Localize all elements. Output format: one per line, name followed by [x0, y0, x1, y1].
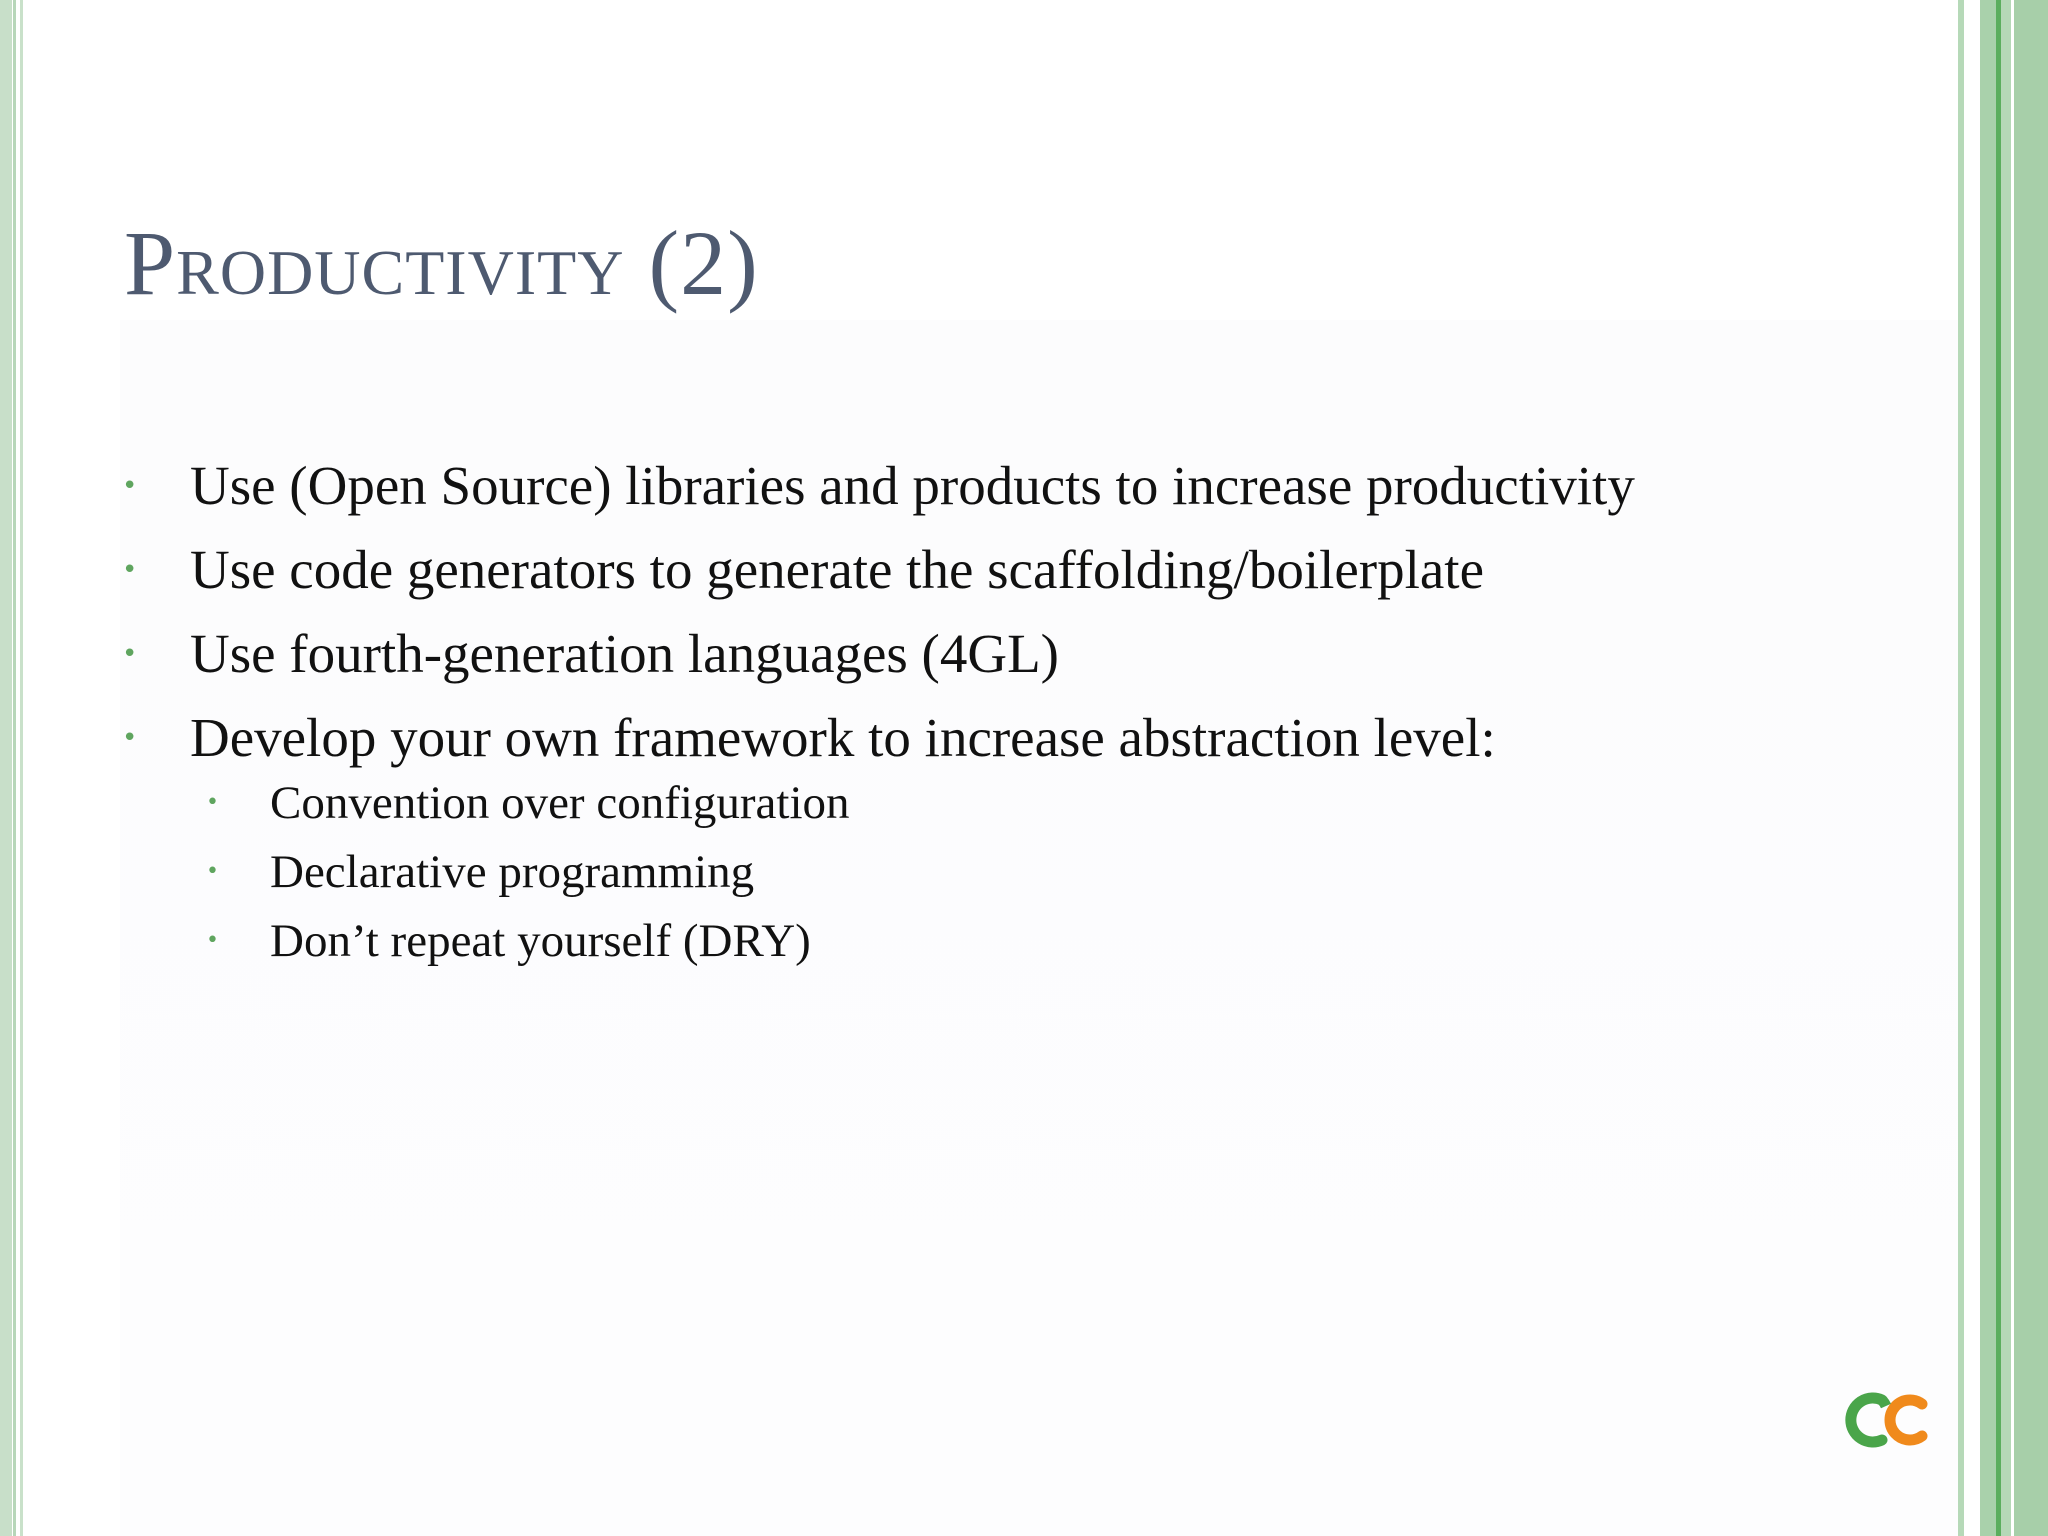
right-border-stripe [2014, 0, 2048, 1536]
slide-title: Productivity (2) [124, 212, 759, 314]
bullet-dot-icon: • [122, 639, 138, 669]
left-border-stripe [20, 0, 23, 1536]
bullet-item [120, 452, 1760, 520]
bullet-text: Use fourth-generation languages (4GL) [190, 623, 1059, 684]
logo-green-ring-overlap [1882, 1400, 1886, 1406]
bullet-item [120, 536, 1760, 604]
sub-bullet-item [120, 776, 1760, 830]
right-border-stripe [2001, 0, 2011, 1536]
sub-bullet-text: Don’t repeat yourself (DRY) [270, 915, 811, 967]
bullet-item [120, 620, 1760, 688]
right-border-stripe [1958, 0, 1964, 1536]
right-border-gap [1966, 0, 1980, 1536]
logo-orange-ring [1890, 1400, 1922, 1440]
left-border-stripe [0, 0, 12, 1536]
bullet-dot-icon: • [122, 723, 138, 753]
bullet-dot-icon: • [206, 859, 219, 884]
bullet-text: Use code generators to generate the scaffolding/boilerplate [190, 539, 1485, 600]
sub-bullet-text: Declarative programming [270, 846, 755, 898]
interlocking-rings-logo-icon [1842, 1386, 1932, 1452]
logo-green-ring [1851, 1398, 1882, 1442]
sub-bullet-item [120, 845, 1760, 899]
sub-bullet-text: Convention over configuration [270, 777, 850, 829]
bullet-text: Use (Open Source) libraries and products to increase productivity [190, 455, 1635, 516]
bullet-list [120, 452, 1760, 983]
bullet-item [120, 704, 1760, 772]
bullet-dot-icon: • [206, 928, 219, 953]
right-border-stripe [1980, 0, 1996, 1536]
bullet-dot-icon: • [122, 555, 138, 585]
left-border-stripe [13, 0, 16, 1536]
bullet-dot-icon: • [206, 790, 219, 815]
sub-bullet-item [120, 914, 1760, 968]
bullet-dot-icon: • [122, 471, 138, 501]
bullet-text: Develop your own framework to increase abstraction level: [190, 707, 1496, 768]
